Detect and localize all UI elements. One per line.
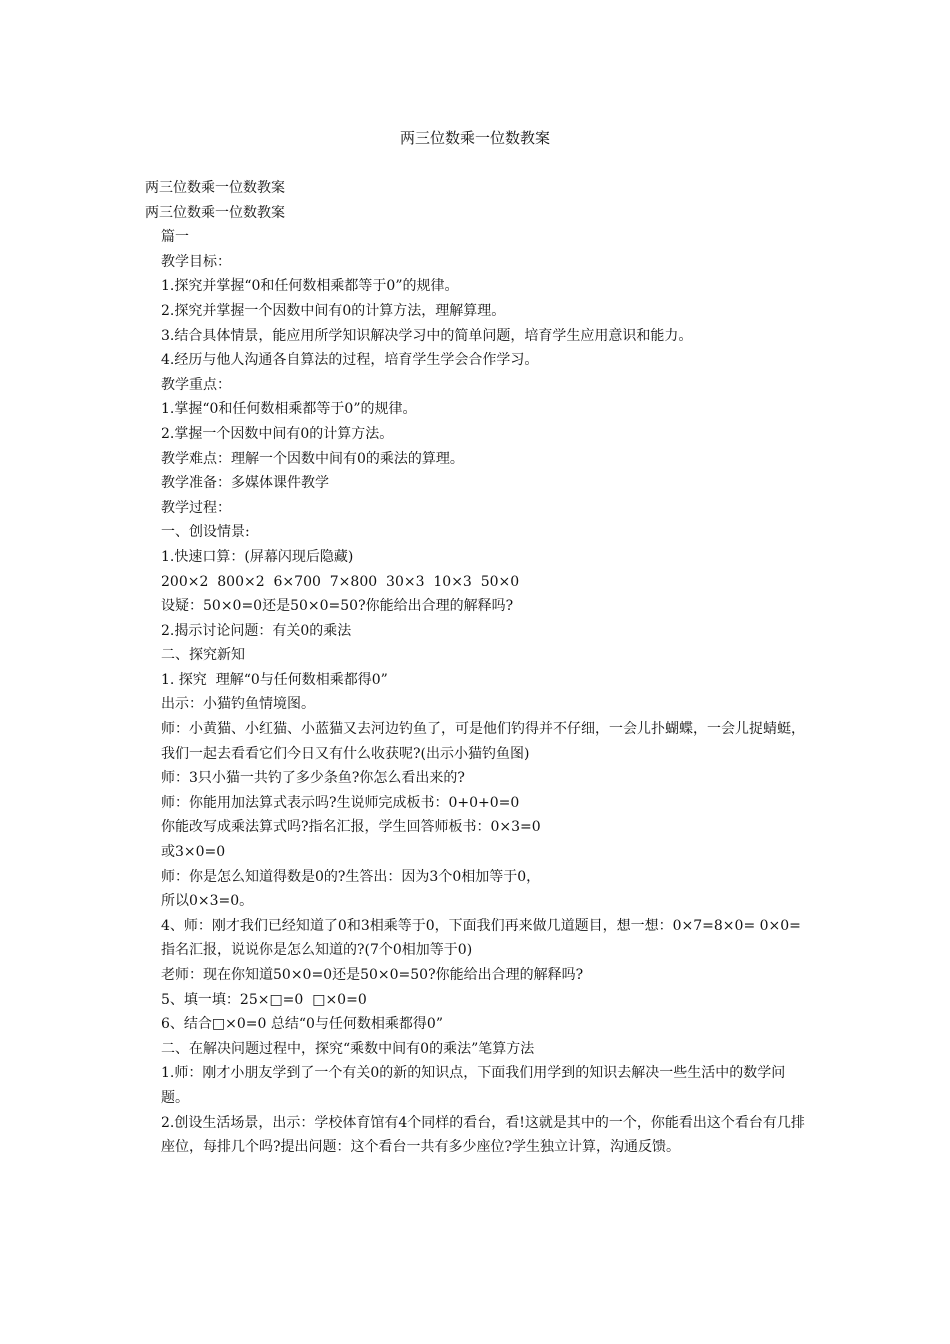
document-title: 两三位数乘一位数教案 — [399, 129, 550, 147]
paragraph: 师：你能用加法算式表示吗?生说师完成板书：0+0+0=0 — [161, 794, 520, 811]
paragraph: 教学过程： — [161, 499, 231, 516]
paragraph: 教学目标： — [161, 253, 231, 270]
paragraph: 3.结合具体情景，能应用所学知识解决学习中的简单问题，培育学生应用意识和能力。 — [161, 327, 693, 344]
paragraph: 指名汇报，说说你是怎么知道的?(7个0相加等于0) — [161, 942, 473, 959]
paragraph: 2.揭示讨论问题：有关0的乘法 — [161, 622, 352, 639]
document-body — [145, 176, 807, 1160]
paragraph: 教学准备：多媒体课件教学 — [161, 475, 329, 492]
paragraph: 1.掌握“0和任何数相乘都等于0”的规律。 — [161, 401, 417, 418]
paragraph: 设疑：50×0=0还是50×0=50?你能给出合理的解释吗? — [161, 598, 514, 615]
paragraph: 200×2 800×2 6×700 7×800 30×3 10×3 50×0 — [161, 573, 520, 590]
paragraph: 所以0×3=0。 — [161, 893, 254, 910]
paragraph: 或3×0=0 — [161, 844, 226, 861]
paragraph: 师：你是怎么知道得数是0的?生答出：因为3个0相加等于0， — [161, 868, 541, 885]
paragraph: 一、创设情景: — [161, 524, 250, 541]
paragraph: 5、填一填：25×□=0 □×0=0 — [161, 991, 367, 1008]
paragraph: 4.经历与他人沟通各自算法的过程，培育学生学会合作学习。 — [161, 352, 539, 369]
paragraph: 教学重点： — [161, 376, 231, 393]
paragraph: 两三位数乘一位数教案 — [145, 180, 285, 196]
paragraph: 你能改写成乘法算式吗?指名汇报，学生回答师板书：0×3=0 — [161, 819, 541, 836]
paragraph: 1.师：刚才小朋友学到了一个有关0的新的知识点，下面我们用学到的知识去解决一些生活中的数学问题。 — [161, 1065, 786, 1106]
paragraph: 篇一 — [161, 229, 189, 246]
paragraph: 教学难点：理解一个因数中间有0的乘法的算理。 — [161, 450, 464, 467]
paragraph: 2.创设生活场景，出示：学校体育馆有4个同样的看台，看!这就是其中的一个，你能看出这个看台有几排座位，每排几个吗?提出问题：这个看台一共有多少座位?学生独立计算，沟通反馈。 — [161, 1114, 805, 1156]
paragraph: 老师：现在你知道50×0=0还是50×0=50?你能给出合理的解释吗? — [161, 967, 584, 983]
paragraph: 1.探究并掌握“0和任何数相乘都等于0”的规律。 — [161, 278, 459, 295]
paragraph: 2.掌握一个因数中间有0的计算方法。 — [161, 425, 394, 442]
paragraph: 4、师：刚才我们已经知道了0和3相乘等于0，下面我们再来做几道题目，想一想：0×7=8×0= 0×0= — [161, 917, 801, 934]
paragraph: 师：3只小猫一共钓了多少条鱼?你怎么看出来的? — [161, 770, 465, 787]
paragraph: 两三位数乘一位数教案 — [145, 204, 285, 221]
paragraph: 1.快速口算：(屏幕闪现后隐藏) — [161, 548, 354, 565]
paragraph: 1. 探究 理解“0与任何数相乘都得0” — [161, 671, 388, 688]
paragraph: 师：小黄猫、小红猫、小蓝猫又去河边钓鱼了，可是他们钓得并不仔细，一会儿扑蝴蝶，一会儿捉蜻蜓，我们一起去看看它们今日又有什么收获呢?(出示小猫钓鱼图) — [161, 721, 805, 762]
paragraph: 2.探究并掌握一个因数中间有0的计算方法，理解算理。 — [161, 302, 506, 319]
paragraph: 6、结合□×0=0 总结“0与任何数相乘都得0” — [161, 1016, 443, 1033]
paragraph: 二、在解决问题过程中，探究“乘数中间有0的乘法”笔算方法 — [161, 1040, 535, 1057]
paragraph: 出示：小猫钓鱼情境图。 — [161, 696, 315, 713]
paragraph: 二、探究新知 — [161, 647, 245, 664]
